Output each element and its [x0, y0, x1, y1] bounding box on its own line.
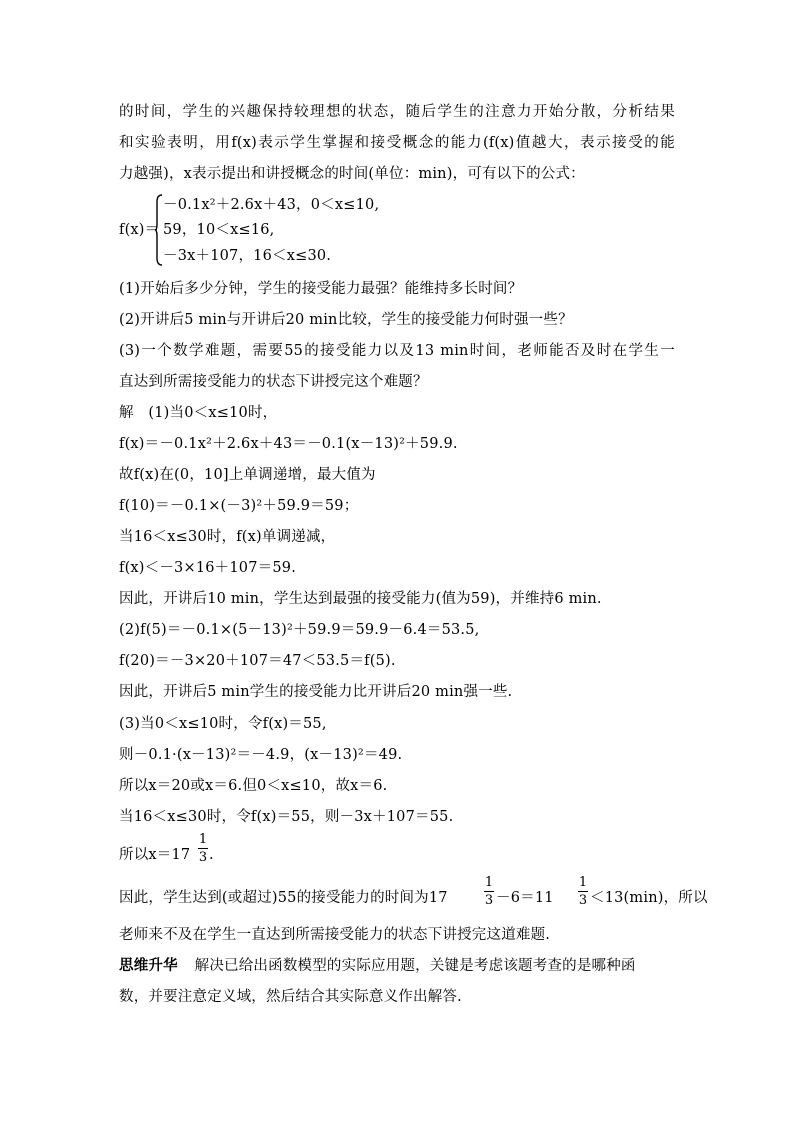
solution-line: (2)f(5)＝－0.1×(5－13)²＋59.9＝59.9－6.4＝53.5,: [119, 622, 480, 638]
solution-line: 因此，开讲后10 min，学生达到最强的接受能力(值为59)，并维持6 min.: [119, 591, 602, 607]
tip-text: 解决已给出函数模型的实际应用题，关键是考虑该题考查的是哪种函: [194, 958, 636, 974]
solution-line: 所以x＝17: [119, 847, 191, 863]
period: .: [209, 847, 214, 863]
fraction-numerator: 1: [484, 875, 494, 890]
solution-line: (3)当0＜x≤10时，令f(x)＝55,: [119, 716, 327, 732]
left-brace-icon: [155, 194, 163, 266]
solution-line: 当16＜x≤30时，f(x)单调递减，: [119, 529, 336, 545]
question-3-cont: 直达到所需接受能力的状态下讲授完这个难题？: [119, 374, 428, 390]
solution-line: 当16＜x≤30时，令f(x)＝55，则－3x＋107＝55.: [119, 809, 454, 825]
question-1: (1)开始后多少分钟，学生的接受能力最强？能维持多长时间？: [119, 281, 523, 297]
conclusion-line: 老师来不及在学生一直达到所需接受能力的状态下讲授完这道难题.: [119, 927, 551, 943]
text-line: 和实验表明，用f(x)表示学生掌握和接受概念的能力(f(x)值越大，表示接受的能: [119, 135, 675, 151]
fraction-denominator: 3: [484, 893, 494, 908]
solution-line: 解 (1)当0＜x≤10时，: [119, 405, 278, 421]
fraction-bar: [484, 891, 494, 892]
solution-line: 故f(x)在(0，10]上单调递增，最大值为: [119, 467, 376, 483]
solution-line: 因此，开讲后5 min学生的接受能力比开讲后20 min强一些.: [119, 684, 513, 700]
fraction-denominator: 3: [578, 893, 588, 908]
case-line-2: 59，10＜x≤16,: [163, 222, 275, 238]
fraction-numerator: 1: [578, 875, 588, 890]
tip-label: 思维升华: [119, 957, 178, 974]
solution-line: f(20)＝－3×20＋107＝47＜53.5＝f(5).: [119, 653, 396, 669]
solution-line: f(x)＝－0.1x²＋2.6x＋43＝－0.1(x－13)²＋59.9.: [119, 436, 458, 452]
question-2: (2)开讲后5 min与开讲后20 min比较，学生的接受能力何时强一些？: [119, 312, 573, 328]
solution-line: 所以x＝20或x＝6.但0＜x≤10，故x＝6.: [119, 778, 388, 794]
text-line: 的时间，学生的兴趣保持较理想的状态，随后学生的注意力开始分散，分析结果: [119, 104, 675, 120]
case-line-1: －0.1x²＋2.6x＋43，0＜x≤10,: [163, 197, 380, 213]
conclusion-part-b: －6＝11: [496, 890, 554, 906]
tip-line-1: [119, 956, 636, 976]
fraction-denominator: 3: [198, 850, 208, 865]
solution-line: 则－0.1·(x－13)²＝－4.9，(x－13)²＝49.: [119, 747, 403, 763]
conclusion-part-c: ＜13(min)，所以: [590, 890, 708, 906]
solution-line: f(x)＜－3×16＋107＝59.: [119, 560, 297, 576]
conclusion-part-a: 因此，学生达到(或超过)55的接受能力的时间为17: [119, 890, 448, 906]
solution-line: f(10)＝－0.1×(－3)²＋59.9＝59；: [119, 498, 359, 514]
question-3: (3)一个数学难题，需要55的接受能力以及13 min时间，老师能否及时在学生一: [119, 343, 675, 359]
function-label: f(x)＝: [119, 222, 160, 238]
text-line: 力越强)，x表示提出和讲授概念的时间(单位：min)，可有以下的公式：: [119, 166, 585, 182]
fraction-bar: [578, 891, 588, 892]
case-line-3: －3x＋107，16＜x≤30.: [163, 248, 332, 264]
fraction-bar: [198, 848, 208, 849]
tip-line-2: 数，并要注意定义域，然后结合其实际意义作出解答.: [119, 989, 462, 1005]
fraction-numerator: 1: [198, 832, 208, 847]
